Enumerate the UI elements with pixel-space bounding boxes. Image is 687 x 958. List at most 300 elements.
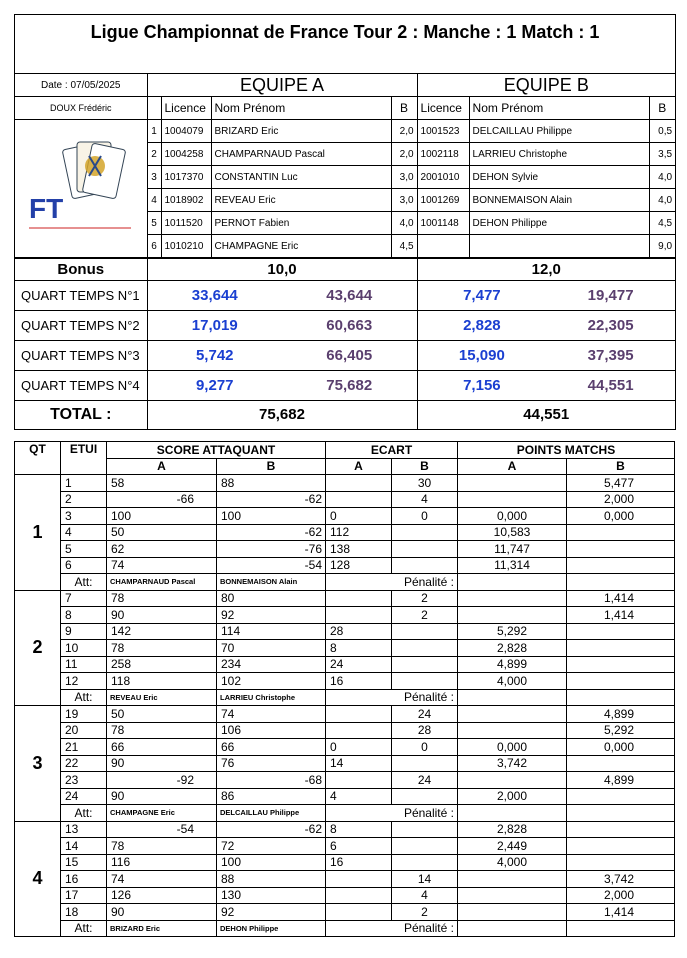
attacker-row [15, 805, 675, 822]
detail-row [15, 904, 675, 921]
penalty-label: Pénalité : [326, 689, 458, 706]
points-b [567, 541, 675, 558]
ecart-b [392, 788, 458, 805]
page-title: Ligue Championnat de France Tour 2 : Manche : 1 Match : 1 [15, 15, 675, 74]
quarters-body [15, 281, 675, 401]
etui-number: 6 [61, 557, 107, 574]
score-b: 88 [217, 475, 326, 492]
penalty-b [567, 689, 675, 706]
etui-number: 2 [61, 491, 107, 508]
score-a: 90 [107, 607, 217, 624]
score-b: 92 [217, 607, 326, 624]
team-b-player-licence: 1001148 [417, 212, 469, 235]
attacker-b: BONNEMAISON Alain [217, 574, 326, 591]
team-b-player-b: 4,0 [649, 166, 675, 189]
points-b [567, 755, 675, 772]
ecart-b: 0 [392, 739, 458, 756]
team-a-quarter-cell [147, 341, 417, 371]
score-a: 62 [107, 541, 217, 558]
quarter-label: QUART TEMPS N°2 [15, 311, 147, 341]
detail-subheader-row [15, 458, 675, 475]
detail-row [15, 854, 675, 871]
detail-row [15, 491, 675, 508]
team-b-quarter-score: 7,156 [463, 377, 501, 394]
penalty-a [458, 689, 567, 706]
points-b: 1,414 [567, 607, 675, 624]
total-label: TOTAL : [15, 401, 147, 429]
federation-logo [15, 120, 147, 258]
penalty-a [458, 805, 567, 822]
score-a: -92 [107, 772, 217, 789]
ecart-a: 4 [326, 788, 392, 805]
bonus-row [15, 259, 675, 281]
column-header-row [15, 97, 675, 120]
team-a-player-number: 3 [147, 166, 161, 189]
team-b-player-licence [417, 235, 469, 258]
etui-number: 12 [61, 673, 107, 690]
detail-row [15, 706, 675, 723]
detail-body [15, 475, 675, 937]
points-b: 1,414 [567, 590, 675, 607]
score-b: -62 [217, 491, 326, 508]
ecart-a [326, 722, 392, 739]
att-label: Att: [61, 920, 107, 937]
team-b-quarter-cell [417, 341, 675, 371]
ecart-b [392, 673, 458, 690]
ecart-a: 28 [326, 623, 392, 640]
points-a [458, 904, 567, 921]
team-a-player-name: PERNOT Fabien [211, 212, 391, 235]
ecart-a: 0 [326, 508, 392, 525]
points-a: 10,583 [458, 524, 567, 541]
att-label: Att: [61, 689, 107, 706]
score-a: 258 [107, 656, 217, 673]
score-b: -76 [217, 541, 326, 558]
points-b: 5,477 [567, 475, 675, 492]
ecart-a: 24 [326, 656, 392, 673]
team-b-player-b: 4,5 [649, 212, 675, 235]
referee-name: DOUX Frédéric [15, 97, 147, 120]
score-a: 50 [107, 524, 217, 541]
card-logo-icon [21, 132, 141, 242]
ecart-b: 0 [392, 508, 458, 525]
ecart-b [392, 821, 458, 838]
penalty-b [567, 574, 675, 591]
team-a-quarter-cell [147, 311, 417, 341]
team-a-player-number: 6 [147, 235, 161, 258]
team-a-player-number: 2 [147, 143, 161, 166]
points-b: 2,000 [567, 887, 675, 904]
team-a-player-licence: 1004258 [161, 143, 211, 166]
attacker-b: DELCAILLAU Philippe [217, 805, 326, 822]
logo-text: FT [28, 193, 63, 224]
ecart-a [326, 607, 392, 624]
ecart-b [392, 623, 458, 640]
detail-row [15, 623, 675, 640]
team-b-player-licence: 2001010 [417, 166, 469, 189]
team-a-player-b: 2,0 [391, 120, 417, 143]
detail-table [14, 441, 675, 937]
att-label: Att: [61, 805, 107, 822]
detail-row [15, 821, 675, 838]
detail-row [15, 788, 675, 805]
ecart-a: 14 [326, 755, 392, 772]
etui-number: 1 [61, 475, 107, 492]
points-a [458, 887, 567, 904]
etui-number: 13 [61, 821, 107, 838]
score-a: 126 [107, 887, 217, 904]
points-b [567, 524, 675, 541]
etui-number: 10 [61, 640, 107, 657]
points-b [567, 838, 675, 855]
score-b: 66 [217, 739, 326, 756]
points-b: 5,292 [567, 722, 675, 739]
points-a: 2,828 [458, 821, 567, 838]
ecart-b [392, 524, 458, 541]
team-a-player-number: 4 [147, 189, 161, 212]
penalty-b [567, 920, 675, 937]
score-a: -54 [107, 821, 217, 838]
score-b: 114 [217, 623, 326, 640]
attacker-row [15, 689, 675, 706]
score-a: 90 [107, 788, 217, 805]
points-b: 4,899 [567, 706, 675, 723]
score-a: 78 [107, 640, 217, 657]
team-b-player-licence: 1001269 [417, 189, 469, 212]
ecart-b: 2 [392, 904, 458, 921]
attacker-row [15, 920, 675, 937]
etui-number: 11 [61, 656, 107, 673]
team-a-player-name: CHAMPARNAUD Pascal [211, 143, 391, 166]
etui-header: ETUI [61, 442, 107, 475]
detail-row [15, 739, 675, 756]
points-a: 0,000 [458, 508, 567, 525]
points-b [567, 788, 675, 805]
ecart-b [392, 656, 458, 673]
score-a: 142 [107, 623, 217, 640]
ecart-b: 2 [392, 607, 458, 624]
ecart-header: ECART [326, 442, 458, 459]
team-b-name: EQUIPE B [417, 74, 675, 97]
points-b [567, 821, 675, 838]
score-b: 130 [217, 887, 326, 904]
team-a-licence-header: Licence [161, 97, 211, 120]
team-a-quarter-score: 17,019 [191, 317, 238, 334]
etui-number: 8 [61, 607, 107, 624]
points-a: 4,899 [458, 656, 567, 673]
team-b-quarter-cell [417, 311, 675, 341]
team-b-player-licence: 1001523 [417, 120, 469, 143]
team-a-player-licence: 1017370 [161, 166, 211, 189]
team-a-player-number: 5 [147, 212, 161, 235]
ecart-a [326, 904, 392, 921]
attacker-a: REVEAU Eric [107, 689, 217, 706]
team-a-player-licence: 1011520 [161, 212, 211, 235]
team-a-quarter-score: 9,277 [195, 377, 234, 394]
detail-row [15, 673, 675, 690]
points-a [458, 722, 567, 739]
detail-header-row [15, 442, 675, 459]
team-a-player-b: 3,0 [391, 189, 417, 212]
quarter-summary-table [15, 258, 675, 429]
teams-table [15, 74, 675, 258]
quarter-label: QUART TEMPS N°4 [15, 371, 147, 401]
ecart-b [392, 854, 458, 871]
score-a: 116 [107, 854, 217, 871]
ecart-b [392, 838, 458, 855]
ecart-a [326, 887, 392, 904]
score-b: 102 [217, 673, 326, 690]
team-a-player-licence: 1010210 [161, 235, 211, 258]
team-a-player-licence: 1018902 [161, 189, 211, 212]
players-body [15, 120, 675, 258]
points-a [458, 475, 567, 492]
penalty-label: Pénalité : [326, 574, 458, 591]
ecart-b: 4 [392, 887, 458, 904]
team-b-name-header: Nom Prénom [469, 97, 649, 120]
detail-row [15, 640, 675, 657]
score-a: -66 [107, 491, 217, 508]
detail-row [15, 722, 675, 739]
bonus-label: Bonus [15, 259, 147, 281]
points-b-header: B [567, 458, 675, 475]
score-a: 66 [107, 739, 217, 756]
penalty-a [458, 574, 567, 591]
points-a [458, 590, 567, 607]
points-b: 4,899 [567, 772, 675, 789]
attacker-b: LARRIEU Christophe [217, 689, 326, 706]
ecart-b: 4 [392, 491, 458, 508]
team-a-quarter-cumulative: 66,405 [326, 347, 373, 364]
detail-row [15, 541, 675, 558]
points-a: 11,314 [458, 557, 567, 574]
score-b: 80 [217, 590, 326, 607]
ecart-a: 112 [326, 524, 392, 541]
ecart-b: 24 [392, 772, 458, 789]
qt-header: QT [15, 442, 61, 475]
team-a-quarter-cell [147, 281, 417, 311]
team-b-quarter-cumulative: 37,395 [587, 347, 634, 364]
quarter-row [15, 341, 675, 371]
points-a: 3,742 [458, 755, 567, 772]
points-b [567, 623, 675, 640]
penalty-a [458, 920, 567, 937]
ecart-b: 30 [392, 475, 458, 492]
points-a: 5,292 [458, 623, 567, 640]
team-b-player-name: DEHON Philippe [469, 212, 649, 235]
detail-row [15, 887, 675, 904]
detail-row [15, 508, 675, 525]
team-a-quarter-cumulative: 75,682 [326, 377, 373, 394]
detail-row [15, 607, 675, 624]
team-b-player-b: 0,5 [649, 120, 675, 143]
score-a: 78 [107, 590, 217, 607]
ecart-b-header: B [392, 458, 458, 475]
detail-row [15, 772, 675, 789]
score-a: 100 [107, 508, 217, 525]
detail-row [15, 557, 675, 574]
points-b [567, 656, 675, 673]
points-b: 3,742 [567, 871, 675, 888]
score-b: 100 [217, 854, 326, 871]
quarter-number: 3 [15, 706, 61, 822]
etui-number: 9 [61, 623, 107, 640]
team-a-bonus: 10,0 [147, 259, 417, 281]
points-a [458, 607, 567, 624]
match-header-section [14, 14, 676, 430]
ecart-a: 16 [326, 854, 392, 871]
team-name-row [15, 74, 675, 97]
team-b-quarter-cell [417, 281, 675, 311]
ecart-b: 2 [392, 590, 458, 607]
etui-number: 23 [61, 772, 107, 789]
score-a: 90 [107, 904, 217, 921]
etui-number: 24 [61, 788, 107, 805]
points-b [567, 673, 675, 690]
score-a: 74 [107, 871, 217, 888]
ecart-a: 16 [326, 673, 392, 690]
team-b-bonus: 12,0 [417, 259, 675, 281]
score-b: -68 [217, 772, 326, 789]
ecart-a [326, 590, 392, 607]
team-a-player-b: 4,5 [391, 235, 417, 258]
player-row [15, 120, 675, 143]
ecart-a-header: A [326, 458, 392, 475]
team-b-player-b: 3,5 [649, 143, 675, 166]
team-b-player-name: LARRIEU Christophe [469, 143, 649, 166]
etui-number: 22 [61, 755, 107, 772]
score-a: 90 [107, 755, 217, 772]
score-a: 118 [107, 673, 217, 690]
team-b-player-b: 4,0 [649, 189, 675, 212]
score-a-header: A [107, 458, 217, 475]
score-a: 58 [107, 475, 217, 492]
team-b-quarter-score: 2,828 [463, 317, 501, 334]
score-b: 76 [217, 755, 326, 772]
etui-number: 5 [61, 541, 107, 558]
ecart-b [392, 557, 458, 574]
quarter-label: QUART TEMPS N°3 [15, 341, 147, 371]
ecart-a: 8 [326, 640, 392, 657]
team-b-player-name [469, 235, 649, 258]
score-b: 72 [217, 838, 326, 855]
team-a-quarter-score: 33,644 [191, 287, 238, 304]
quarter-number: 1 [15, 475, 61, 591]
att-label: Att: [61, 574, 107, 591]
score-a: 74 [107, 557, 217, 574]
score-b: -62 [217, 524, 326, 541]
team-b-licence-header: Licence [417, 97, 469, 120]
ecart-a: 128 [326, 557, 392, 574]
score-a: 50 [107, 706, 217, 723]
etui-number: 18 [61, 904, 107, 921]
team-a-player-b: 4,0 [391, 212, 417, 235]
quarter-label: QUART TEMPS N°1 [15, 281, 147, 311]
points-a: 4,000 [458, 854, 567, 871]
ecart-a: 138 [326, 541, 392, 558]
team-a-player-b: 2,0 [391, 143, 417, 166]
points-b [567, 640, 675, 657]
ecart-b: 28 [392, 722, 458, 739]
team-a-player-name: BRIZARD Eric [211, 120, 391, 143]
points-header: POINTS MATCHS [458, 442, 675, 459]
attacker-a: CHAMPARNAUD Pascal [107, 574, 217, 591]
etui-number: 3 [61, 508, 107, 525]
team-a-b-header: B [391, 97, 417, 120]
points-b: 0,000 [567, 508, 675, 525]
ecart-b [392, 541, 458, 558]
points-b: 1,414 [567, 904, 675, 921]
score-b: 74 [217, 706, 326, 723]
team-a-name-header: Nom Prénom [211, 97, 391, 120]
team-a-quarter-cell [147, 371, 417, 401]
team-b-quarter-score: 7,477 [463, 287, 501, 304]
detail-row [15, 838, 675, 855]
score-b: 88 [217, 871, 326, 888]
ecart-a: 8 [326, 821, 392, 838]
team-a-quarter-score: 5,742 [195, 347, 234, 364]
detail-row [15, 475, 675, 492]
total-row [15, 401, 675, 429]
attacker-a: BRIZARD Eric [107, 920, 217, 937]
ecart-b: 14 [392, 871, 458, 888]
points-a: 0,000 [458, 739, 567, 756]
detail-row [15, 755, 675, 772]
team-a-player-licence: 1004079 [161, 120, 211, 143]
attacker-b: DEHON Philippe [217, 920, 326, 937]
ecart-a: 6 [326, 838, 392, 855]
quarter-number: 2 [15, 590, 61, 706]
attacker-a: CHAMPAGNE Eric [107, 805, 217, 822]
etui-number: 19 [61, 706, 107, 723]
team-b-b-header: B [649, 97, 675, 120]
ecart-a [326, 772, 392, 789]
team-b-player-name: DELCAILLAU Philippe [469, 120, 649, 143]
team-a-player-name: CHAMPAGNE Eric [211, 235, 391, 258]
points-a-header: A [458, 458, 567, 475]
points-a: 11,747 [458, 541, 567, 558]
quarter-row [15, 371, 675, 401]
score-b-header: B [217, 458, 326, 475]
team-a-player-name: REVEAU Eric [211, 189, 391, 212]
ecart-a [326, 871, 392, 888]
team-b-quarter-cumulative: 44,551 [587, 377, 634, 394]
team-b-player-licence: 1002118 [417, 143, 469, 166]
team-b-player-name: BONNEMAISON Alain [469, 189, 649, 212]
score-b: 86 [217, 788, 326, 805]
score-b: 70 [217, 640, 326, 657]
points-a: 4,000 [458, 673, 567, 690]
points-a [458, 772, 567, 789]
team-a-name: EQUIPE A [147, 74, 417, 97]
points-a: 2,828 [458, 640, 567, 657]
team-a-quarter-cumulative: 60,663 [326, 317, 373, 334]
ecart-b [392, 640, 458, 657]
score-b: 106 [217, 722, 326, 739]
detail-row [15, 524, 675, 541]
etui-number: 16 [61, 871, 107, 888]
team-b-quarter-cell [417, 371, 675, 401]
quarter-row [15, 311, 675, 341]
etui-number: 17 [61, 887, 107, 904]
penalty-label: Pénalité : [326, 920, 458, 937]
points-a: 2,449 [458, 838, 567, 855]
points-a [458, 491, 567, 508]
ecart-b: 24 [392, 706, 458, 723]
etui-number: 20 [61, 722, 107, 739]
etui-number: 21 [61, 739, 107, 756]
team-a-total: 75,682 [147, 401, 417, 429]
